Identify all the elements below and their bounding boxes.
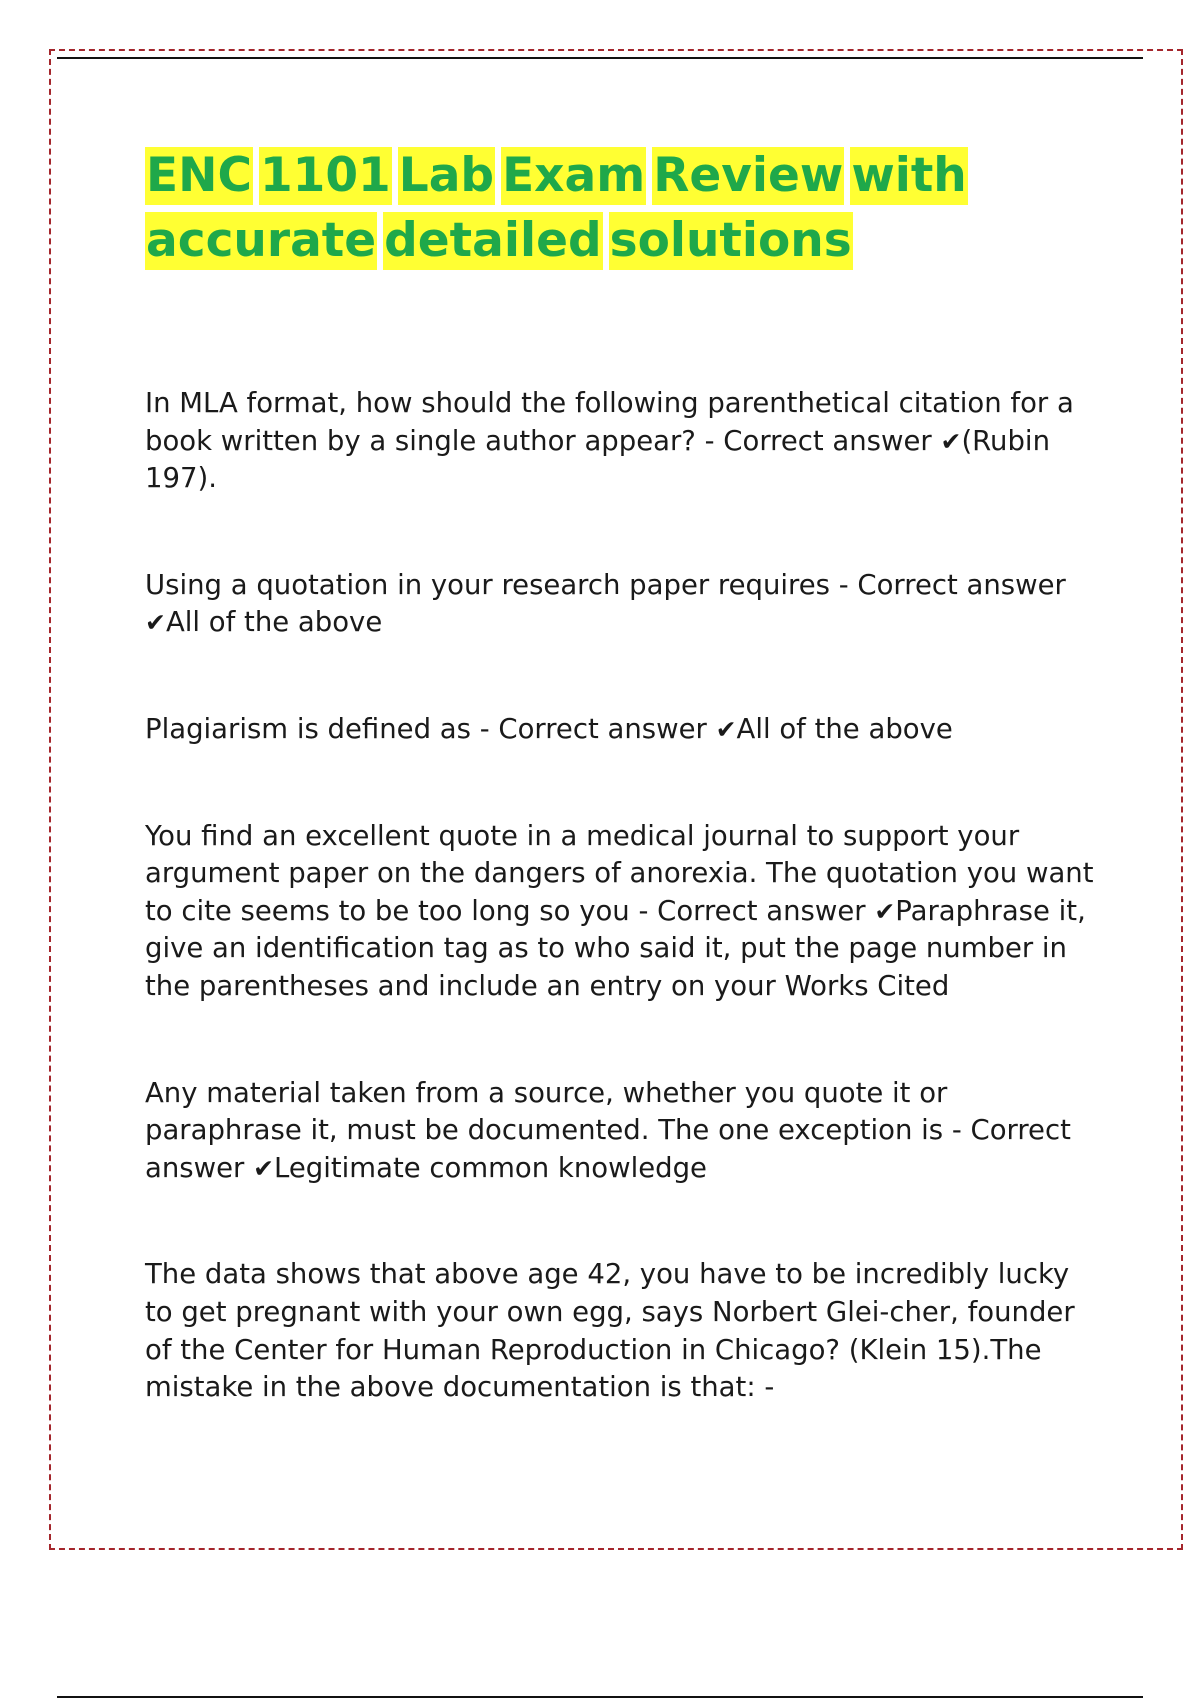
title-word: ENC (146, 148, 252, 203)
question-text: In MLA format, how should the following parenthetical citation for a book written by a single author appear? - Correct answer (145, 387, 1074, 457)
check-mark-icon: ✔ (145, 608, 166, 638)
title-word: Exam (502, 148, 646, 203)
qa-item (145, 711, 1105, 749)
qa-item (145, 1256, 1105, 1406)
title-word: solutions (609, 213, 852, 268)
title-word: Review (653, 148, 844, 203)
top-horizontal-rule (57, 57, 1143, 59)
answer-text: Legitimate common knowledge (274, 1151, 707, 1184)
document-content (145, 143, 1105, 1476)
check-mark-icon: ✔ (253, 1153, 275, 1183)
bottom-horizontal-rule (57, 1696, 1143, 1698)
title-word: accurate (146, 213, 377, 268)
check-mark-icon: ✔ (715, 714, 737, 744)
check-mark-icon: ✔ (940, 426, 962, 456)
answer-text: All of the above (165, 606, 383, 639)
check-mark-icon: ✔ (874, 896, 896, 926)
title-word: with (851, 148, 967, 203)
qa-list (145, 385, 1105, 1407)
answer-text: (Rubin 197). (145, 424, 1050, 495)
question-text: Plagiarism is defined as - Correct answer (145, 712, 707, 745)
qa-item (145, 567, 1105, 642)
title-word: Lab (398, 148, 495, 203)
title-word: detailed (384, 213, 602, 268)
question-text: Any material taken from a source, whether you quote it or paraphrase it, must be documented. The one exception is - Correct answer (145, 1076, 1071, 1184)
qa-item (145, 385, 1105, 498)
answer-text: Paraphrase it, give an identification tag as to who said it, put the page number in the parentheses and include an entry on your Works Cited (145, 894, 1086, 1002)
qa-item (145, 818, 1105, 1006)
question-text: The data shows that above age 42, you have to be incredibly lucky to get pregnant with your own egg, says Norbert Glei-cher, founder of the Center for Human Reproduction in Chicago? (Klein 15).The mistake in the above documentation is that: - (145, 1258, 1075, 1404)
question-text: Using a quotation in your research paper requires - Correct answer (145, 568, 1066, 601)
document-title (145, 143, 1105, 273)
title-word: 1101 (259, 148, 391, 203)
answer-text: All of the above (736, 712, 953, 745)
qa-item (145, 1075, 1105, 1188)
question-text: You find an excellent quote in a medical journal to support your argument paper on the dangers of anorexia. The quotation you want to cite seems to be too long so you - Correct answer (145, 819, 1094, 927)
